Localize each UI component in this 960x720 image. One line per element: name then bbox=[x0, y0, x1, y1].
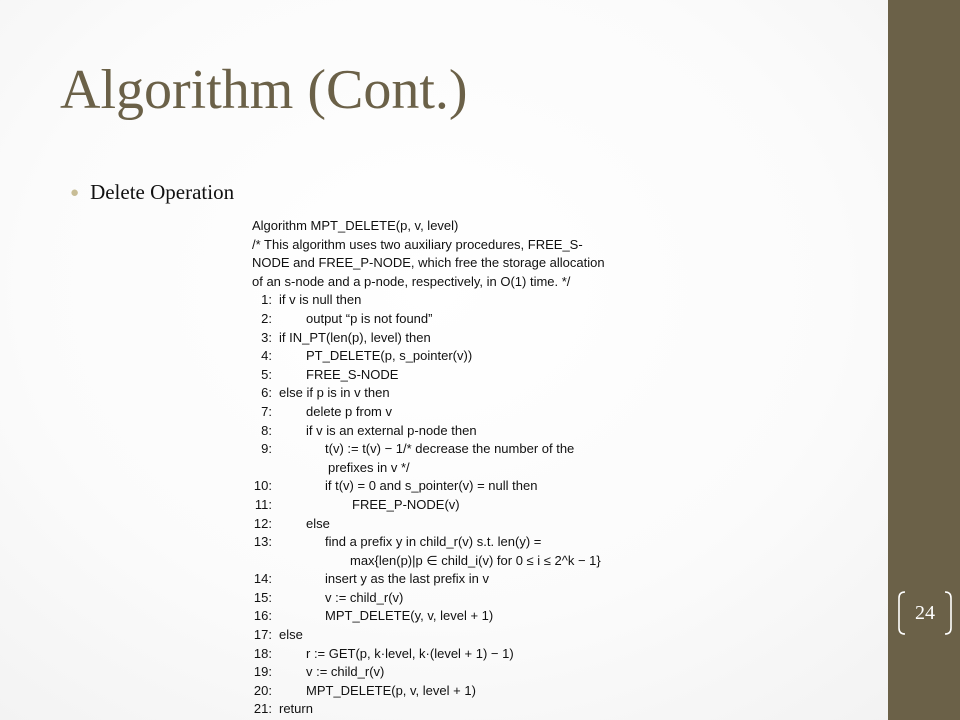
line-code: prefixes in v */ bbox=[328, 459, 410, 475]
line-code: r := GET(p, k·level, k·(level + 1) − 1) bbox=[306, 645, 514, 661]
line-number: 13: bbox=[253, 534, 272, 550]
line-code: else bbox=[306, 515, 330, 531]
line-code: PT_DELETE(p, s_pointer(v)) bbox=[306, 348, 473, 364]
line-number: 16: bbox=[253, 608, 272, 624]
algorithm-line bbox=[252, 459, 652, 478]
line-number: 5: bbox=[261, 366, 272, 382]
line-code: else bbox=[279, 627, 303, 643]
algorithm-line bbox=[252, 496, 652, 515]
bullet-dot-icon: ● bbox=[70, 185, 80, 201]
algorithm-line bbox=[252, 440, 652, 459]
line-code: max{len(p)|p ∈ child_i(v) for 0 ≤ i ≤ 2^k − 1} bbox=[350, 552, 601, 568]
algorithm-line bbox=[252, 700, 652, 719]
line-code: output “p is not found” bbox=[306, 310, 433, 326]
line-number: 10: bbox=[253, 478, 272, 494]
page-number: 24 bbox=[915, 602, 935, 624]
bullet-item bbox=[70, 180, 234, 205]
line-number: 3: bbox=[261, 329, 272, 345]
line-number: 11: bbox=[254, 496, 272, 512]
line-code: if v is an external p-node then bbox=[306, 422, 477, 438]
line-number: 18: bbox=[253, 645, 272, 661]
line-number: 2: bbox=[261, 310, 272, 326]
algorithm-line bbox=[252, 384, 652, 403]
line-number: 4: bbox=[261, 348, 272, 364]
line-code: if IN_PT(len(p), level) then bbox=[279, 329, 431, 345]
line-number: 19: bbox=[253, 664, 272, 680]
algorithm-line bbox=[252, 552, 652, 571]
algorithm-line bbox=[252, 645, 652, 664]
algorithm-line bbox=[252, 329, 652, 348]
algorithm-line bbox=[252, 515, 652, 534]
algorithm-line bbox=[252, 366, 652, 385]
algorithm-line bbox=[252, 422, 652, 441]
algorithm-line bbox=[252, 291, 652, 310]
page-number-badge bbox=[896, 590, 954, 636]
algorithm-line bbox=[252, 682, 652, 701]
line-code: delete p from v bbox=[306, 403, 392, 419]
line-code: FREE_P-NODE(v) bbox=[352, 496, 460, 512]
line-code: v := child_r(v) bbox=[325, 589, 404, 605]
algorithm-line bbox=[252, 403, 652, 422]
line-number: 9: bbox=[261, 441, 272, 457]
line-number: 12: bbox=[253, 515, 272, 531]
line-code: return bbox=[279, 701, 313, 717]
algorithm-lines bbox=[252, 291, 652, 719]
line-number: 15: bbox=[253, 589, 272, 605]
line-number: 17: bbox=[253, 627, 272, 643]
algorithm-line bbox=[252, 663, 652, 682]
line-code: if v is null then bbox=[279, 292, 362, 308]
algorithm-comment-line: /* This algorithm uses two auxiliary procedures, FREE_S- bbox=[252, 236, 583, 252]
algorithm-header: Algorithm MPT_DELETE(p, v, level) bbox=[252, 218, 459, 233]
line-code: t(v) := t(v) − 1/* decrease the number of the bbox=[325, 441, 575, 457]
algorithm-line bbox=[252, 533, 652, 552]
algorithm-comment-line: of an s-node and a p-node, respectively, in O(1) time. */ bbox=[252, 273, 571, 289]
line-code: v := child_r(v) bbox=[306, 664, 385, 680]
slide-title: Algorithm (Cont.) bbox=[60, 59, 468, 121]
line-number: 7: bbox=[261, 403, 272, 419]
line-number: 21: bbox=[253, 701, 272, 717]
algorithm-comment-line: NODE and FREE_P-NODE, which free the storage allocation bbox=[252, 255, 605, 271]
line-code: MPT_DELETE(y, v, level + 1) bbox=[325, 608, 494, 624]
bullet-text: Delete Operation bbox=[90, 180, 235, 204]
algorithm-figure bbox=[252, 217, 652, 719]
line-code: insert y as the last prefix in v bbox=[325, 571, 490, 587]
algorithm-line bbox=[252, 477, 652, 496]
algorithm-line bbox=[252, 626, 652, 645]
algorithm-line bbox=[252, 570, 652, 589]
line-number: 1: bbox=[261, 292, 272, 308]
algorithm-line bbox=[252, 589, 652, 608]
line-number: 14: bbox=[253, 571, 272, 587]
algorithm-line bbox=[252, 607, 652, 626]
algorithm-line bbox=[252, 310, 652, 329]
line-code: else if p is in v then bbox=[279, 385, 390, 401]
line-code: FREE_S-NODE bbox=[306, 366, 399, 382]
algorithm-line bbox=[252, 347, 652, 366]
line-code: find a prefix y in child_r(v) s.t. len(y) = bbox=[325, 534, 542, 550]
line-code: if t(v) = 0 and s_pointer(v) = null then bbox=[325, 478, 538, 494]
line-number: 8: bbox=[261, 422, 272, 438]
line-number: 20: bbox=[253, 682, 272, 698]
line-number: 6: bbox=[261, 385, 272, 401]
line-code: MPT_DELETE(p, v, level + 1) bbox=[306, 682, 476, 698]
